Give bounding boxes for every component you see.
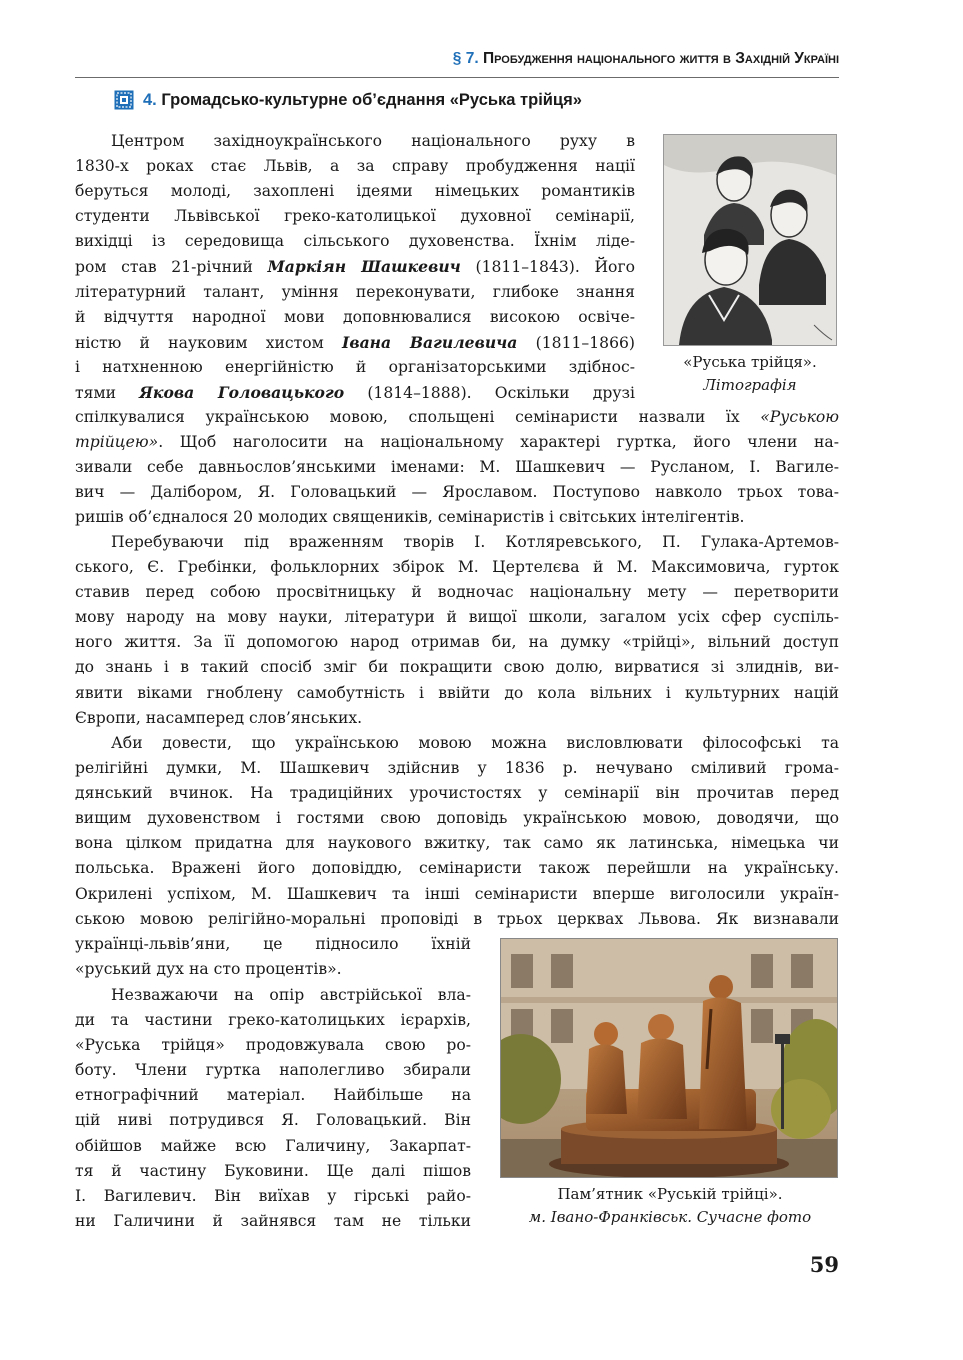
text-line: 1830-х роках стає Львів, а за справу пробудження нації bbox=[75, 157, 635, 176]
text-line: релігійні думки, М. Шашкевич здійснив у 1836 р. нечувано сміливий грома- bbox=[75, 759, 839, 778]
text-line: боту. Члени гуртка наполегливо збирали bbox=[75, 1061, 471, 1080]
text-line: етнографічний матеріал. Найбільше на bbox=[75, 1086, 471, 1105]
subsection-number: 4. bbox=[143, 91, 157, 109]
text-line: студенти Львівської греко-католицької духовної семінарії, bbox=[75, 207, 635, 226]
running-head-section-title: Пробудження національного життя в Західній Україні bbox=[482, 50, 839, 67]
text-line: ришів об’єдналося 20 молодих священиків, семінаристів і світських інтелігентів. bbox=[75, 508, 745, 527]
paragraph-3-end bbox=[75, 932, 471, 982]
text-run: спілкувалися українською мовою, спольщені семінаристи назвали їх bbox=[75, 408, 761, 426]
paragraph-2 bbox=[75, 530, 839, 731]
text-line: зивали себе давньослов’янськими іменами: М. Шашкевич — Русланом, І. Вагиле- bbox=[75, 458, 839, 477]
text-line: ного життя. За її допомогою народ отримав би, на думку «трійці», вільний доступ bbox=[75, 633, 839, 652]
paragraph-4 bbox=[75, 983, 471, 1234]
text-run: (1811–1843). Його bbox=[460, 258, 635, 277]
text-line: Незважаючи на опір австрійської вла- bbox=[111, 986, 471, 1004]
text-line: ською мовою релігійно-моральні проповіді в трьох церквах Львова. Як визнавали bbox=[75, 909, 839, 928]
paragraph-3 bbox=[75, 731, 839, 932]
text-line: дянський вчинок. На традиційних урочистостях у семінарії він прочитав перед bbox=[75, 784, 839, 803]
group-name-italic: трійцею» bbox=[75, 433, 159, 452]
text-line: літературний талант, уміння переконувати, глибоке знання bbox=[75, 282, 635, 301]
person-name-holovatskyi: Якова Головацького bbox=[139, 382, 345, 402]
text-line: вич — Далібором, Я. Головацький — Ярославом. Поступово навколо трьох това- bbox=[75, 483, 839, 502]
text-run: . Щоб наголосити на національному характері гуртка, його члени на- bbox=[158, 433, 839, 452]
text-line: ставив перед собою просвітницьку й водночас національну мету — перетворити bbox=[75, 583, 839, 602]
text-line: й відчуття народної мови доповнювалися високою освіче- bbox=[75, 307, 635, 326]
text-line: мову народу на мову науки, літератури й вищої школи, загалом усіх сфер суспіль- bbox=[75, 608, 839, 627]
figure-2-caption-location: м. Івано-Франківськ. Сучасне фото bbox=[528, 1208, 812, 1226]
running-head bbox=[453, 50, 839, 68]
figure-1-caption-type: Літографія bbox=[703, 376, 797, 394]
text-line: вихідці із середовища сільського духовенства. Їхнім ліде- bbox=[75, 232, 635, 251]
page-number: 59 bbox=[809, 1252, 839, 1277]
lithograph-russka-triitsia-image bbox=[663, 134, 837, 346]
text-run: ром став 21-річний bbox=[75, 258, 268, 277]
text-line: обійшов майже всю Галичину, Закарпат- bbox=[75, 1136, 471, 1155]
paragraph-1-continued bbox=[75, 405, 839, 530]
running-head-section-number: § 7. bbox=[452, 50, 479, 67]
subsection-title-text: Громадсько-культурне об’єднання «Руська трійця» bbox=[161, 91, 582, 109]
text-run: тями bbox=[75, 383, 140, 402]
text-line: Окрилені успіхом, М. Шашкевич та інші семінаристи вперше виголосили україн- bbox=[75, 884, 839, 903]
header-rule bbox=[75, 77, 839, 78]
person-name-shashkevych: Маркіян Шашкевич bbox=[267, 257, 461, 277]
text-line bbox=[75, 254, 635, 279]
text-line: Європи, насамперед слов’янських. bbox=[75, 708, 363, 727]
text-line: Перебуваючи під враженням творів І. Котляревського, П. Гулака-Артемов- bbox=[111, 533, 839, 551]
text-run: (1811–1866) bbox=[517, 333, 635, 352]
text-line: ни Галичини й зайнявся там не тільки bbox=[75, 1211, 471, 1230]
text-line: польська. Вражені його доповіддю, семінаристи також перейшли на українську. bbox=[75, 859, 839, 878]
figure-1-caption-title: «Руська трійця». bbox=[683, 353, 817, 371]
text-line: ди та частини греко-католицьких ієрархів, bbox=[75, 1011, 471, 1030]
subsection-title bbox=[117, 91, 582, 110]
text-line: українці-львів’яни, це підносило їхній bbox=[75, 935, 471, 953]
text-line: до знань і в такий спосіб зміг би покращити свою долю, вирватися зі злиднів, ви- bbox=[75, 658, 839, 677]
text-line bbox=[75, 430, 839, 455]
text-line bbox=[75, 380, 635, 405]
text-line: беруться молоді, захоплені ідеями німецьких романтиків bbox=[75, 182, 635, 201]
text-line: цій ниві потрудився Я. Головацький. Він bbox=[75, 1111, 471, 1130]
text-line bbox=[75, 330, 635, 355]
text-line bbox=[75, 405, 839, 430]
text-line: явити віками гноблену самобутність і ввійти до кола вільних і культурних націй bbox=[75, 683, 839, 702]
text-line: «Руська трійця» продовжувала свою ро- bbox=[75, 1036, 471, 1055]
text-line: і натхненною енергійністю й організаторськими здібнос- bbox=[75, 357, 635, 376]
figure-2-caption bbox=[500, 1183, 840, 1229]
group-name-italic: «Руською bbox=[760, 408, 839, 426]
paragraph-1 bbox=[75, 129, 635, 405]
text-line: І. Вагилевич. Він виїхав у гірські райо- bbox=[75, 1186, 471, 1205]
text-line: ського, Є. Гребінки, фольклорних збірок М. Цертелєва й М. Максимовича, гурток bbox=[75, 558, 839, 577]
figure-2-caption-title: Пам’ятник «Руській трійці». bbox=[557, 1185, 783, 1203]
text-line: Центром західноукраїнського національного руху в bbox=[111, 132, 635, 150]
figure-1-caption bbox=[650, 351, 850, 397]
monument-photo-image bbox=[500, 938, 838, 1178]
text-line: вищим духовенством і гостями свою доповідь українською мовою, доводячи, що bbox=[75, 809, 839, 828]
text-line: Аби довести, що українською мовою можна висловлювати філософські та bbox=[111, 734, 839, 752]
text-line: вона цілком придатна для наукового вжитку, так само як латинська, німецька чи bbox=[75, 834, 839, 853]
text-line: тя й частину Буковини. Ще далі пішов bbox=[75, 1161, 471, 1180]
text-run: (1814–1888). Оскільки друзі bbox=[344, 383, 635, 402]
person-name-vahylevych: Івана Вагилевича bbox=[342, 332, 518, 352]
text-line: «руський дух на сто процентів». bbox=[75, 960, 342, 979]
text-run: ністю й науковим хистом bbox=[75, 333, 343, 352]
